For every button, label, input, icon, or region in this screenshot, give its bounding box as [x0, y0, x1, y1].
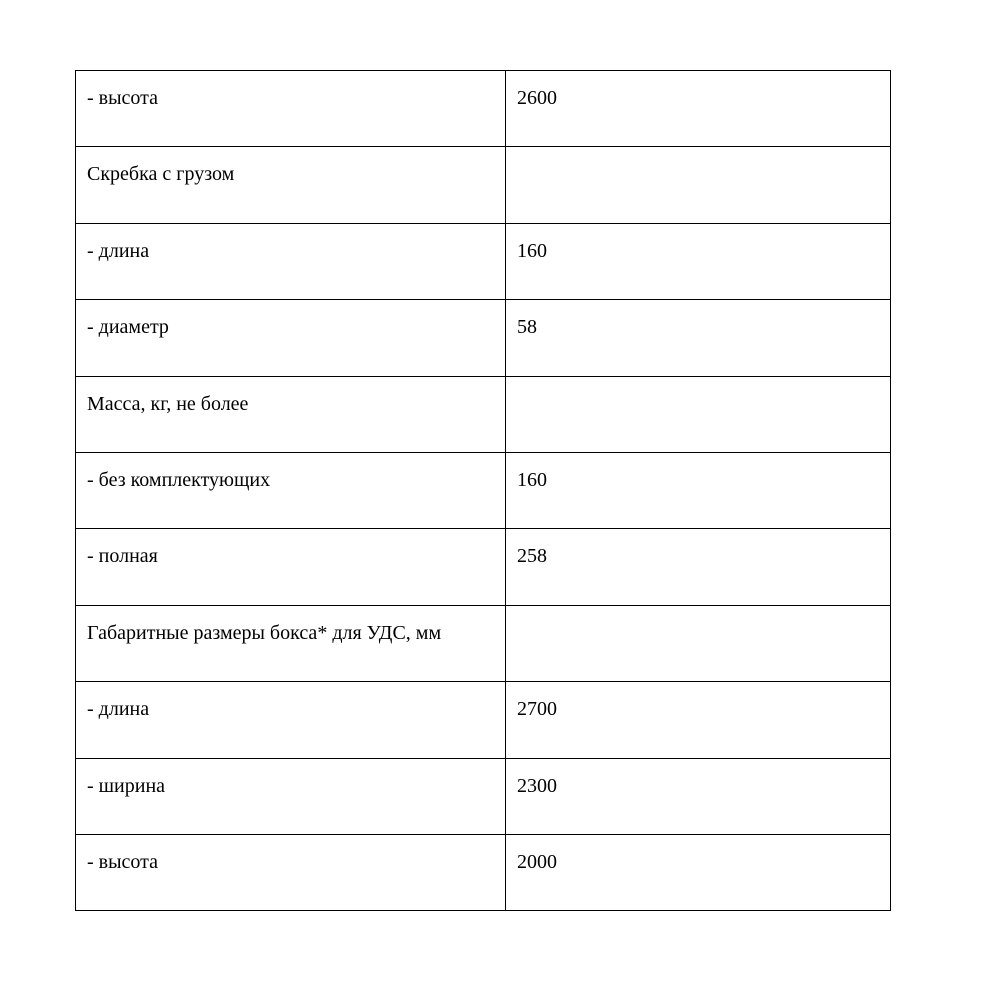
table-row — [76, 834, 891, 910]
table-row — [76, 223, 891, 299]
table-row — [76, 71, 891, 147]
row-value: 160 — [506, 452, 891, 528]
row-label: Габаритные размеры бокса* для УДС, мм — [76, 605, 506, 681]
row-label: - ширина — [76, 758, 506, 834]
row-label: - длина — [76, 223, 506, 299]
row-value: 2300 — [506, 758, 891, 834]
row-label: - длина — [76, 682, 506, 758]
row-value — [506, 376, 891, 452]
row-value: 58 — [506, 300, 891, 376]
table-row — [76, 758, 891, 834]
row-label: - высота — [76, 834, 506, 910]
spec-table — [75, 70, 891, 911]
row-value: 2000 — [506, 834, 891, 910]
row-label: - диаметр — [76, 300, 506, 376]
table-row — [76, 147, 891, 223]
row-label: Скребка с грузом — [76, 147, 506, 223]
table-row — [76, 452, 891, 528]
row-value — [506, 605, 891, 681]
row-value: 160 — [506, 223, 891, 299]
table-row — [76, 529, 891, 605]
table-row — [76, 605, 891, 681]
table-row — [76, 300, 891, 376]
row-label: Масса, кг, не более — [76, 376, 506, 452]
row-value — [506, 147, 891, 223]
row-value: 258 — [506, 529, 891, 605]
row-label: - полная — [76, 529, 506, 605]
row-label: - высота — [76, 71, 506, 147]
row-value: 2600 — [506, 71, 891, 147]
row-value: 2700 — [506, 682, 891, 758]
table-row — [76, 682, 891, 758]
table-row — [76, 376, 891, 452]
row-label: - без комплектующих — [76, 452, 506, 528]
